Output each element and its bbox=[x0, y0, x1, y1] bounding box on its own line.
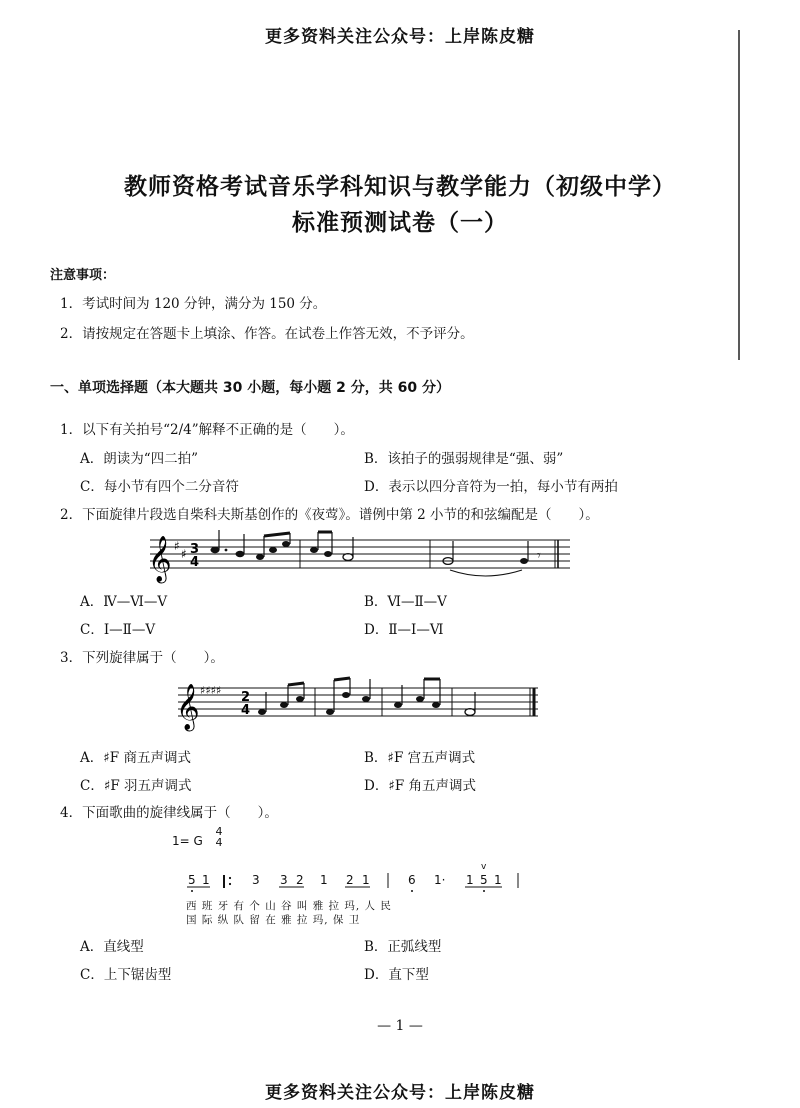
jianpu-lyrics-line-1: 西 班 牙 有 个 山 谷 叫 雅 拉 玛, 人 民 bbox=[186, 900, 392, 912]
svg-text:♯: ♯ bbox=[181, 547, 187, 561]
question-3-option-b: B．♯F 宫五声调式 bbox=[364, 750, 476, 766]
svg-text:5: 5 bbox=[480, 873, 488, 887]
svg-text:2: 2 bbox=[241, 690, 251, 705]
jianpu-key: 1= G bbox=[172, 834, 203, 848]
question-2-option-a: A．Ⅳ—Ⅵ—Ⅴ bbox=[80, 594, 168, 610]
svg-text:4: 4 bbox=[241, 703, 251, 718]
time-bottom: 4 bbox=[215, 836, 223, 849]
question-2-option-c: C．Ⅰ—Ⅱ—Ⅴ bbox=[80, 622, 156, 638]
question-2-option-d: D．Ⅱ—Ⅰ—Ⅵ bbox=[364, 622, 444, 638]
time-top: 4 bbox=[215, 825, 223, 838]
question-3-option-d: D．♯F 角五声调式 bbox=[364, 778, 477, 794]
section-heading: 一、单项选择题（本大题共 30 小题，每小题 2 分，共 60 分） bbox=[50, 380, 450, 396]
jianpu-time-signature bbox=[214, 826, 224, 848]
jianpu-notation bbox=[180, 858, 540, 898]
svg-text:♯♯♯♯: ♯♯♯♯ bbox=[200, 684, 222, 697]
svg-text:𝄾: 𝄾 bbox=[537, 548, 541, 564]
svg-text:♯: ♯ bbox=[174, 539, 180, 553]
question-1-option-c: C．每小节有四个二分音符 bbox=[80, 479, 239, 495]
svg-text:3: 3 bbox=[280, 873, 288, 887]
question-2-score bbox=[140, 528, 575, 586]
page-number: — 1 — bbox=[377, 1018, 423, 1034]
svg-text:2: 2 bbox=[296, 873, 304, 887]
question-1-option-a: A．朗读为“四二拍” bbox=[80, 451, 199, 467]
question-4-option-a: A．直线型 bbox=[80, 939, 144, 955]
question-3-option-c: C．♯F 羽五声调式 bbox=[80, 778, 192, 794]
svg-text:1: 1 bbox=[362, 873, 370, 887]
watermark-top: 更多资料关注公众号：上岸陈皮糖 bbox=[265, 27, 535, 47]
svg-text:5: 5 bbox=[188, 873, 196, 887]
svg-text:1·: 1· bbox=[434, 873, 446, 887]
question-1-option-b: B．该拍子的强弱规律是“强、弱” bbox=[364, 451, 564, 467]
jianpu-lyrics-line-2: 国 际 纵 队 留 在 雅 拉 玛, 保 卫 bbox=[186, 914, 361, 926]
svg-text:6: 6 bbox=[408, 873, 416, 887]
svg-text:4: 4 bbox=[190, 555, 200, 570]
question-3-score bbox=[170, 674, 545, 734]
question-2-option-b: B．Ⅵ—Ⅱ—Ⅴ bbox=[364, 594, 447, 610]
question-4-option-d: D．直下型 bbox=[364, 967, 429, 983]
question-4-stem: 4．下面歌曲的旋律线属于（ ）。 bbox=[60, 805, 278, 821]
question-2-stem: 2．下面旋律片段选自柴科夫斯基创作的《夜莺》。谱例中第 2 小节的和弦编配是（ ）。 bbox=[60, 507, 599, 523]
svg-text:3: 3 bbox=[252, 873, 260, 887]
question-4-option-c: C．上下锯齿型 bbox=[80, 967, 172, 983]
svg-text:3: 3 bbox=[190, 542, 200, 557]
svg-text:1: 1 bbox=[466, 873, 474, 887]
treble-clef-icon: 𝄞 bbox=[176, 684, 200, 730]
watermark-bottom: 更多资料关注公众号：上岸陈皮糖 bbox=[265, 1083, 535, 1103]
notice-item-1: 1．考试时间为 120 分钟，满分为 150 分。 bbox=[60, 296, 327, 312]
exam-subtitle: 标准预测试卷（一） bbox=[292, 210, 508, 236]
question-3-option-a: A．♯F 商五声调式 bbox=[80, 750, 191, 766]
svg-text:1: 1 bbox=[494, 873, 502, 887]
svg-text:2: 2 bbox=[346, 873, 354, 887]
question-1-stem: 1．以下有关拍号“2/4”解释不正确的是（ ）。 bbox=[60, 422, 354, 438]
svg-text:1: 1 bbox=[202, 873, 210, 887]
svg-text:1: 1 bbox=[320, 873, 328, 887]
question-3-stem: 3．下列旋律属于（ ）。 bbox=[60, 650, 224, 666]
question-4-option-b: B．正弧线型 bbox=[364, 939, 442, 955]
question-1-option-d: D．表示以四分音符为一拍，每小节有两拍 bbox=[364, 479, 618, 495]
notice-heading: 注意事项： bbox=[50, 268, 116, 283]
notice-item-2: 2．请按规定在答题卡上填涂、作答。在试卷上作答无效，不予评分。 bbox=[60, 326, 474, 342]
svg-text:v: v bbox=[481, 862, 487, 872]
treble-clef-icon: 𝄞 bbox=[148, 536, 172, 582]
exam-title: 教师资格考试音乐学科知识与教学能力（初级中学） bbox=[124, 174, 676, 200]
